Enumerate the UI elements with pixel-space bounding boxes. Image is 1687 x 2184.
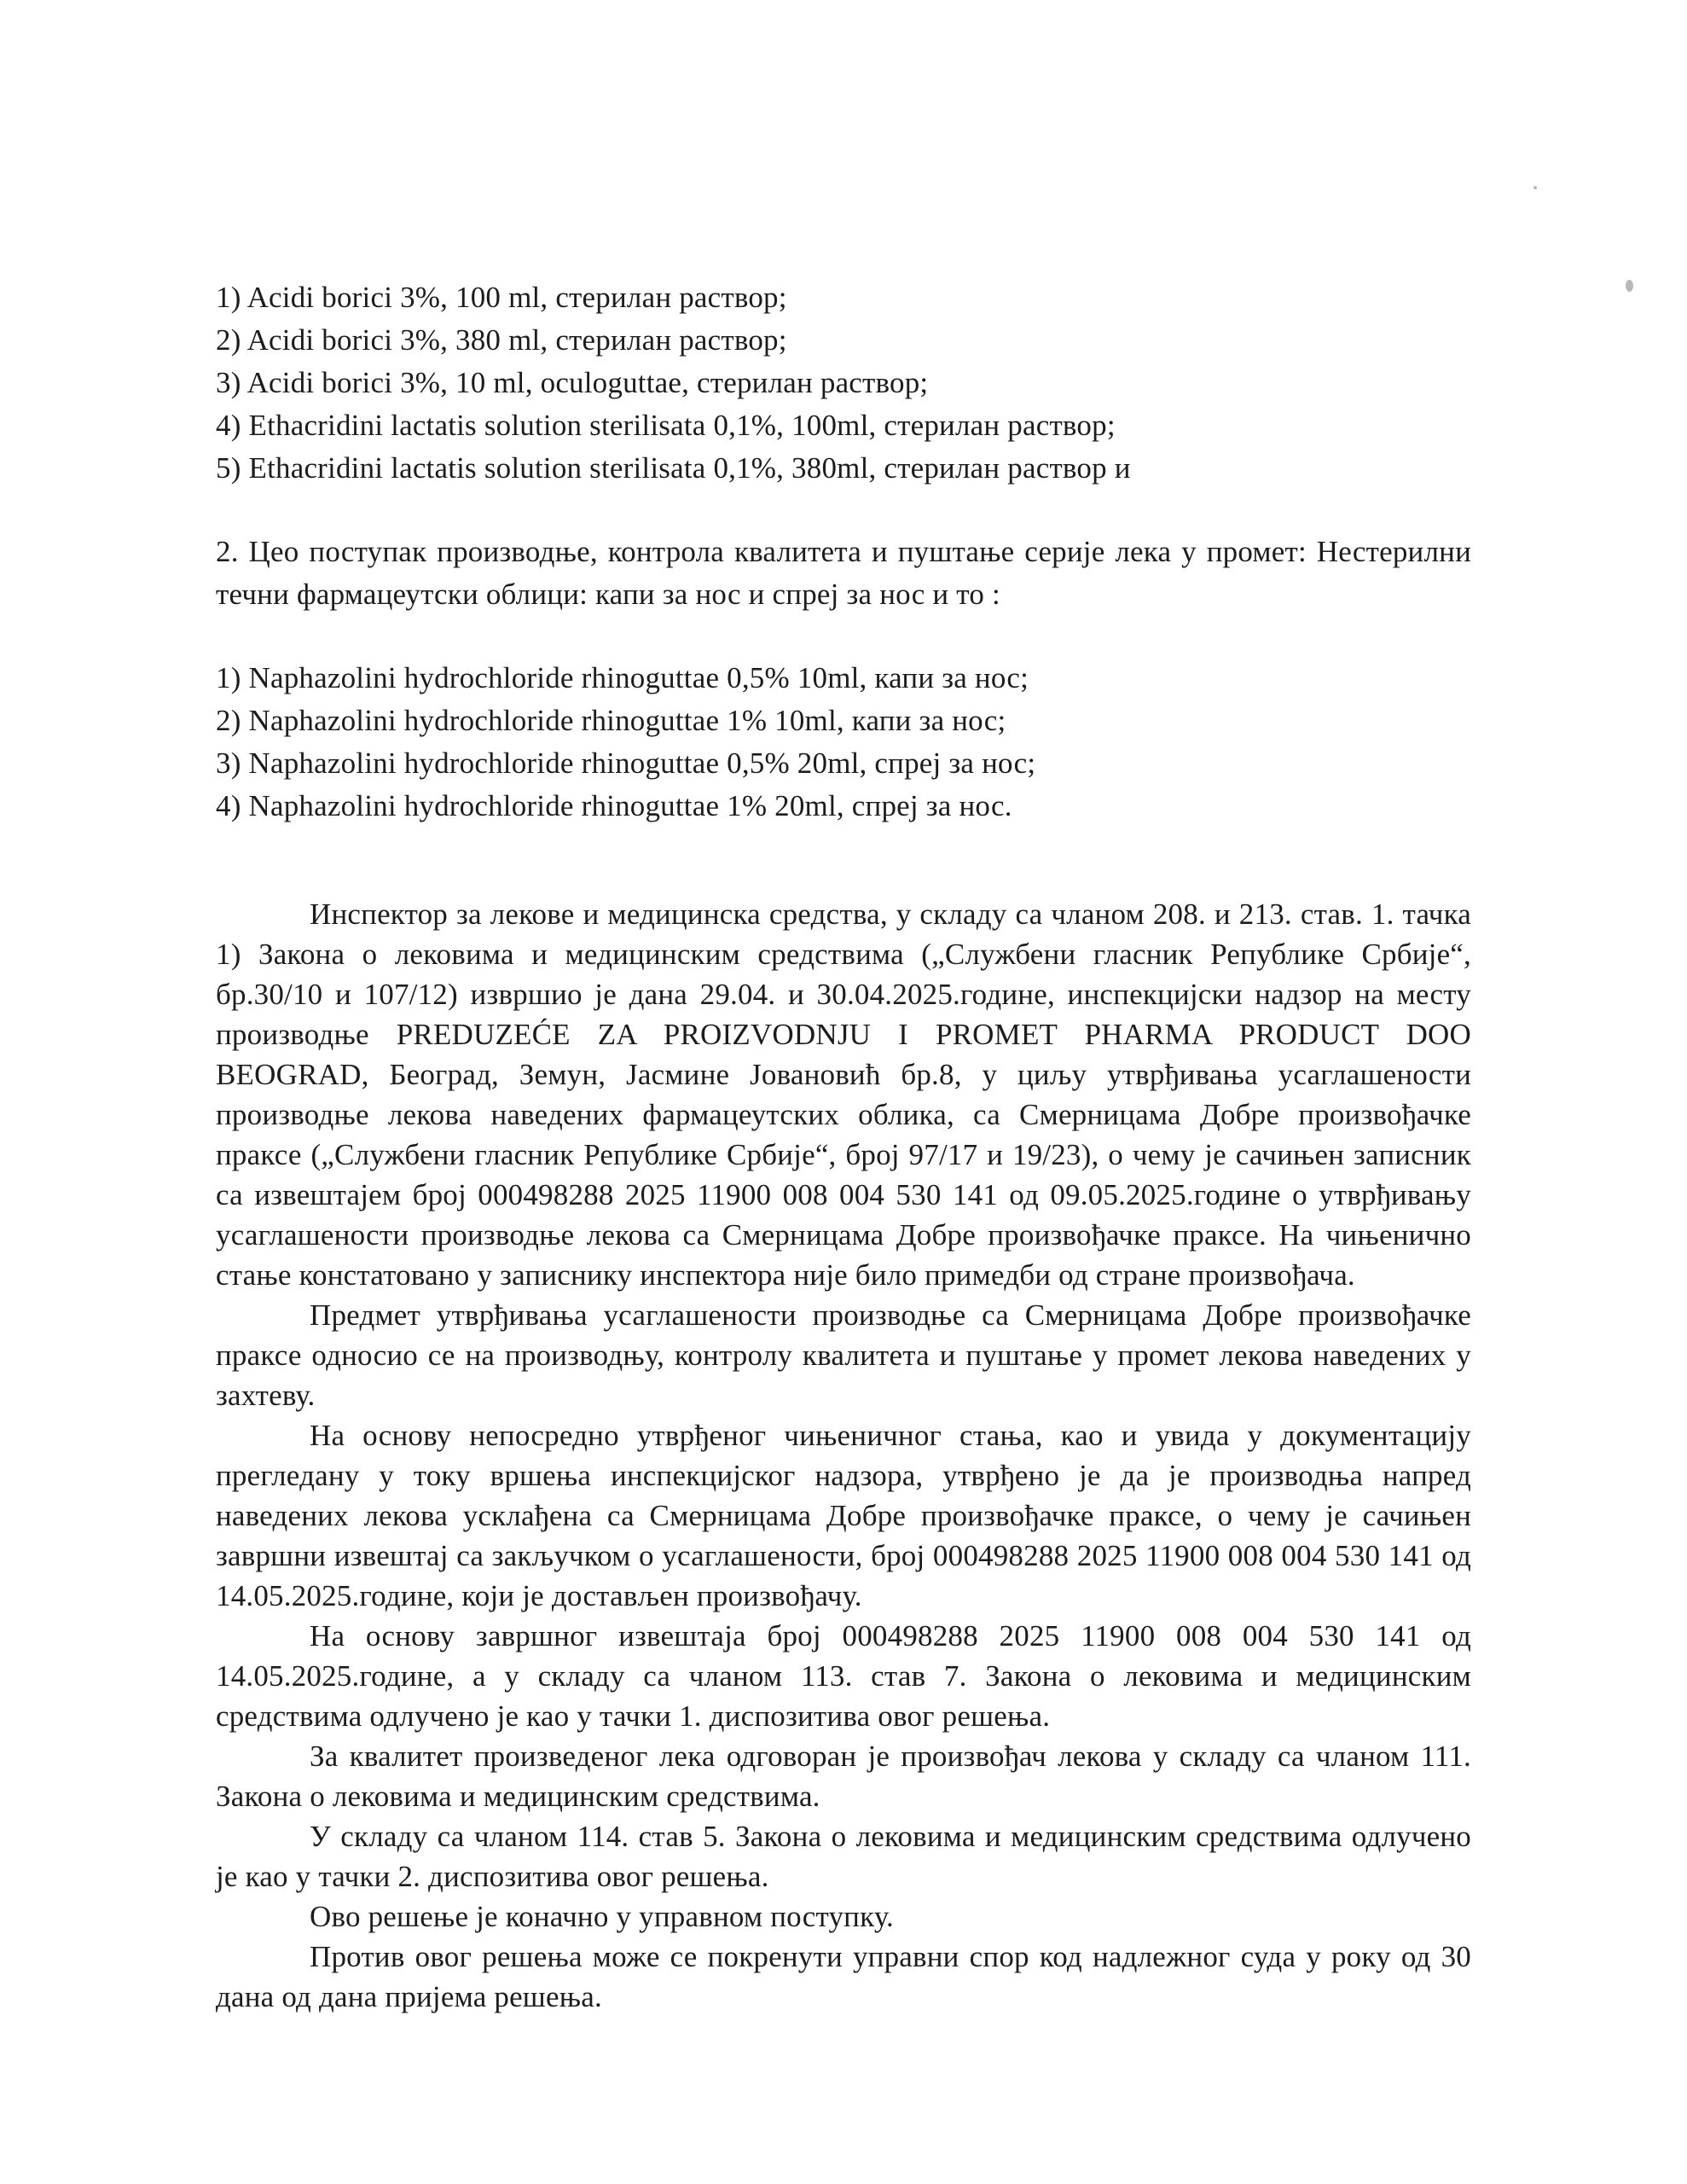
product-list-sterile: [216, 276, 1471, 490]
paragraph-final-report: На основу завршног извештаја број 000498288 2025 11900 008 004 530 141 од 14.05.2025.године, а у складу са чланом 113. став 7. Закона о лековима и медицинским средствима одлучено је као у тачки 1. диспозитива овог решења.: [216, 1619, 1471, 1733]
list-item: 3) Naphazolini hydrochloride rhinoguttae 0,5% 20ml, спреј за нос;: [216, 746, 1036, 780]
paragraph-legal-remedy: Против овог решења може се покренути управни спор код надлежног суда у року од 30 дана од дана пријема решења.: [216, 1940, 1471, 2013]
scan-speck: [1626, 280, 1633, 292]
paragraph-article-114: У складу са чланом 114. став 5. Закона о лековима и медицинским средствима одлучено је као у тачки 2. диспозитива овог решења.: [216, 1820, 1471, 1893]
scan-speck: [1533, 186, 1537, 189]
list-item: 4) Naphazolini hydrochloride rhinoguttae 1% 20ml, спреј за нос.: [216, 789, 1012, 822]
list-item: 2) Naphazolini hydrochloride rhinoguttae 1% 10ml, капи за нос;: [216, 704, 1006, 737]
section-2-heading: 2. Цео поступак производње, контрола квалитета и пуштање серије лека у промет: Нестерилни течни фармацеутски облици: капи за нос и спреј за нос и то :: [216, 535, 1471, 611]
list-item: 1) Acidi borici 3%, 100 ml, стерилан раствор;: [216, 281, 787, 314]
paragraph-subject: Предмет утврђивања усаглашености производње са Смерницама Добре произвођачке праксе односио се на производњу, контролу квалитета и пуштање у промет лекова наведених у захтеву.: [216, 1298, 1471, 1412]
list-item: 5) Ethacridini lactatis solution sterilisata 0,1%, 380ml, стерилан раствор и: [216, 451, 1131, 485]
list-item: 1) Naphazolini hydrochloride rhinoguttae 0,5% 10ml, капи за нос;: [216, 661, 1029, 694]
list-item: 2) Acidi borici 3%, 380 ml, стерилан раствор;: [216, 323, 787, 357]
reasoning-section: [216, 894, 1471, 2017]
paragraph-quality: За квалитет произведеног лека одговоран је произвођач лекова у складу са чланом 111. Закона о лековима и медицинским средствима.: [216, 1740, 1471, 1813]
paragraph-findings: На основу непосредно утврђеног чињеничног стања, као и увида у документацију прегледану у току вршења инспекцијског надзора, утврђено је да је производња напред наведених лекова усклађена са Смерницама Добре произвођачке праксе, о чему је сачињен завршни извештај са закључком о усаглашености, број 000498288 2025 11900 008 004 530 141 од 14.05.2025.године, који је достављен произвођачу.: [216, 1419, 1471, 1612]
list-item: 3) Acidi borici 3%, 10 ml, oculoguttae, стерилан раствор;: [216, 366, 929, 399]
product-list-nonsterile: [216, 657, 1471, 828]
paragraph-inspection: Инспектор за лекове и медицинска средства, у складу са чланом 208. и 213. став. 1. тачка 1) Закона о лековима и медицинским средствима („Службени гласник Републике Србије“, бр.30/10 и 107/12) извршио је дана 29.04. и 30.04.2025.године, инспекцијски надзор на месту производње PREDUZEĆE ZA PROIZVODNJU I PROMET PHARMA PRODUCT DOO BEOGRAD, Београд, Земун, Јасмине Јовановић бр.8, у циљу утврђивања усаглашености производње лекова наведених фармацеутских облика, са Смерницама Добре произвођачке праксе („Службени гласник Републике Србије“, број 97/17 и 19/23), о чему је сачињен записник са извештајем број 000498288 2025 11900 008 004 530 141 од 09.05.2025.године о утврђивању усаглашености производње лекова са Смерницама Добре произвођачке праксе. На чињенично стање констатовано у записнику инспектора није било примедби од стране произвођача.: [216, 897, 1471, 1292]
paragraph-final-decision: Ово решење је коначно у управном поступку.: [310, 1900, 894, 1933]
list-item: 4) Ethacridini lactatis solution sterilisata 0,1%, 100ml, стерилан раствор;: [216, 409, 1116, 442]
document-body: [216, 276, 1471, 2017]
